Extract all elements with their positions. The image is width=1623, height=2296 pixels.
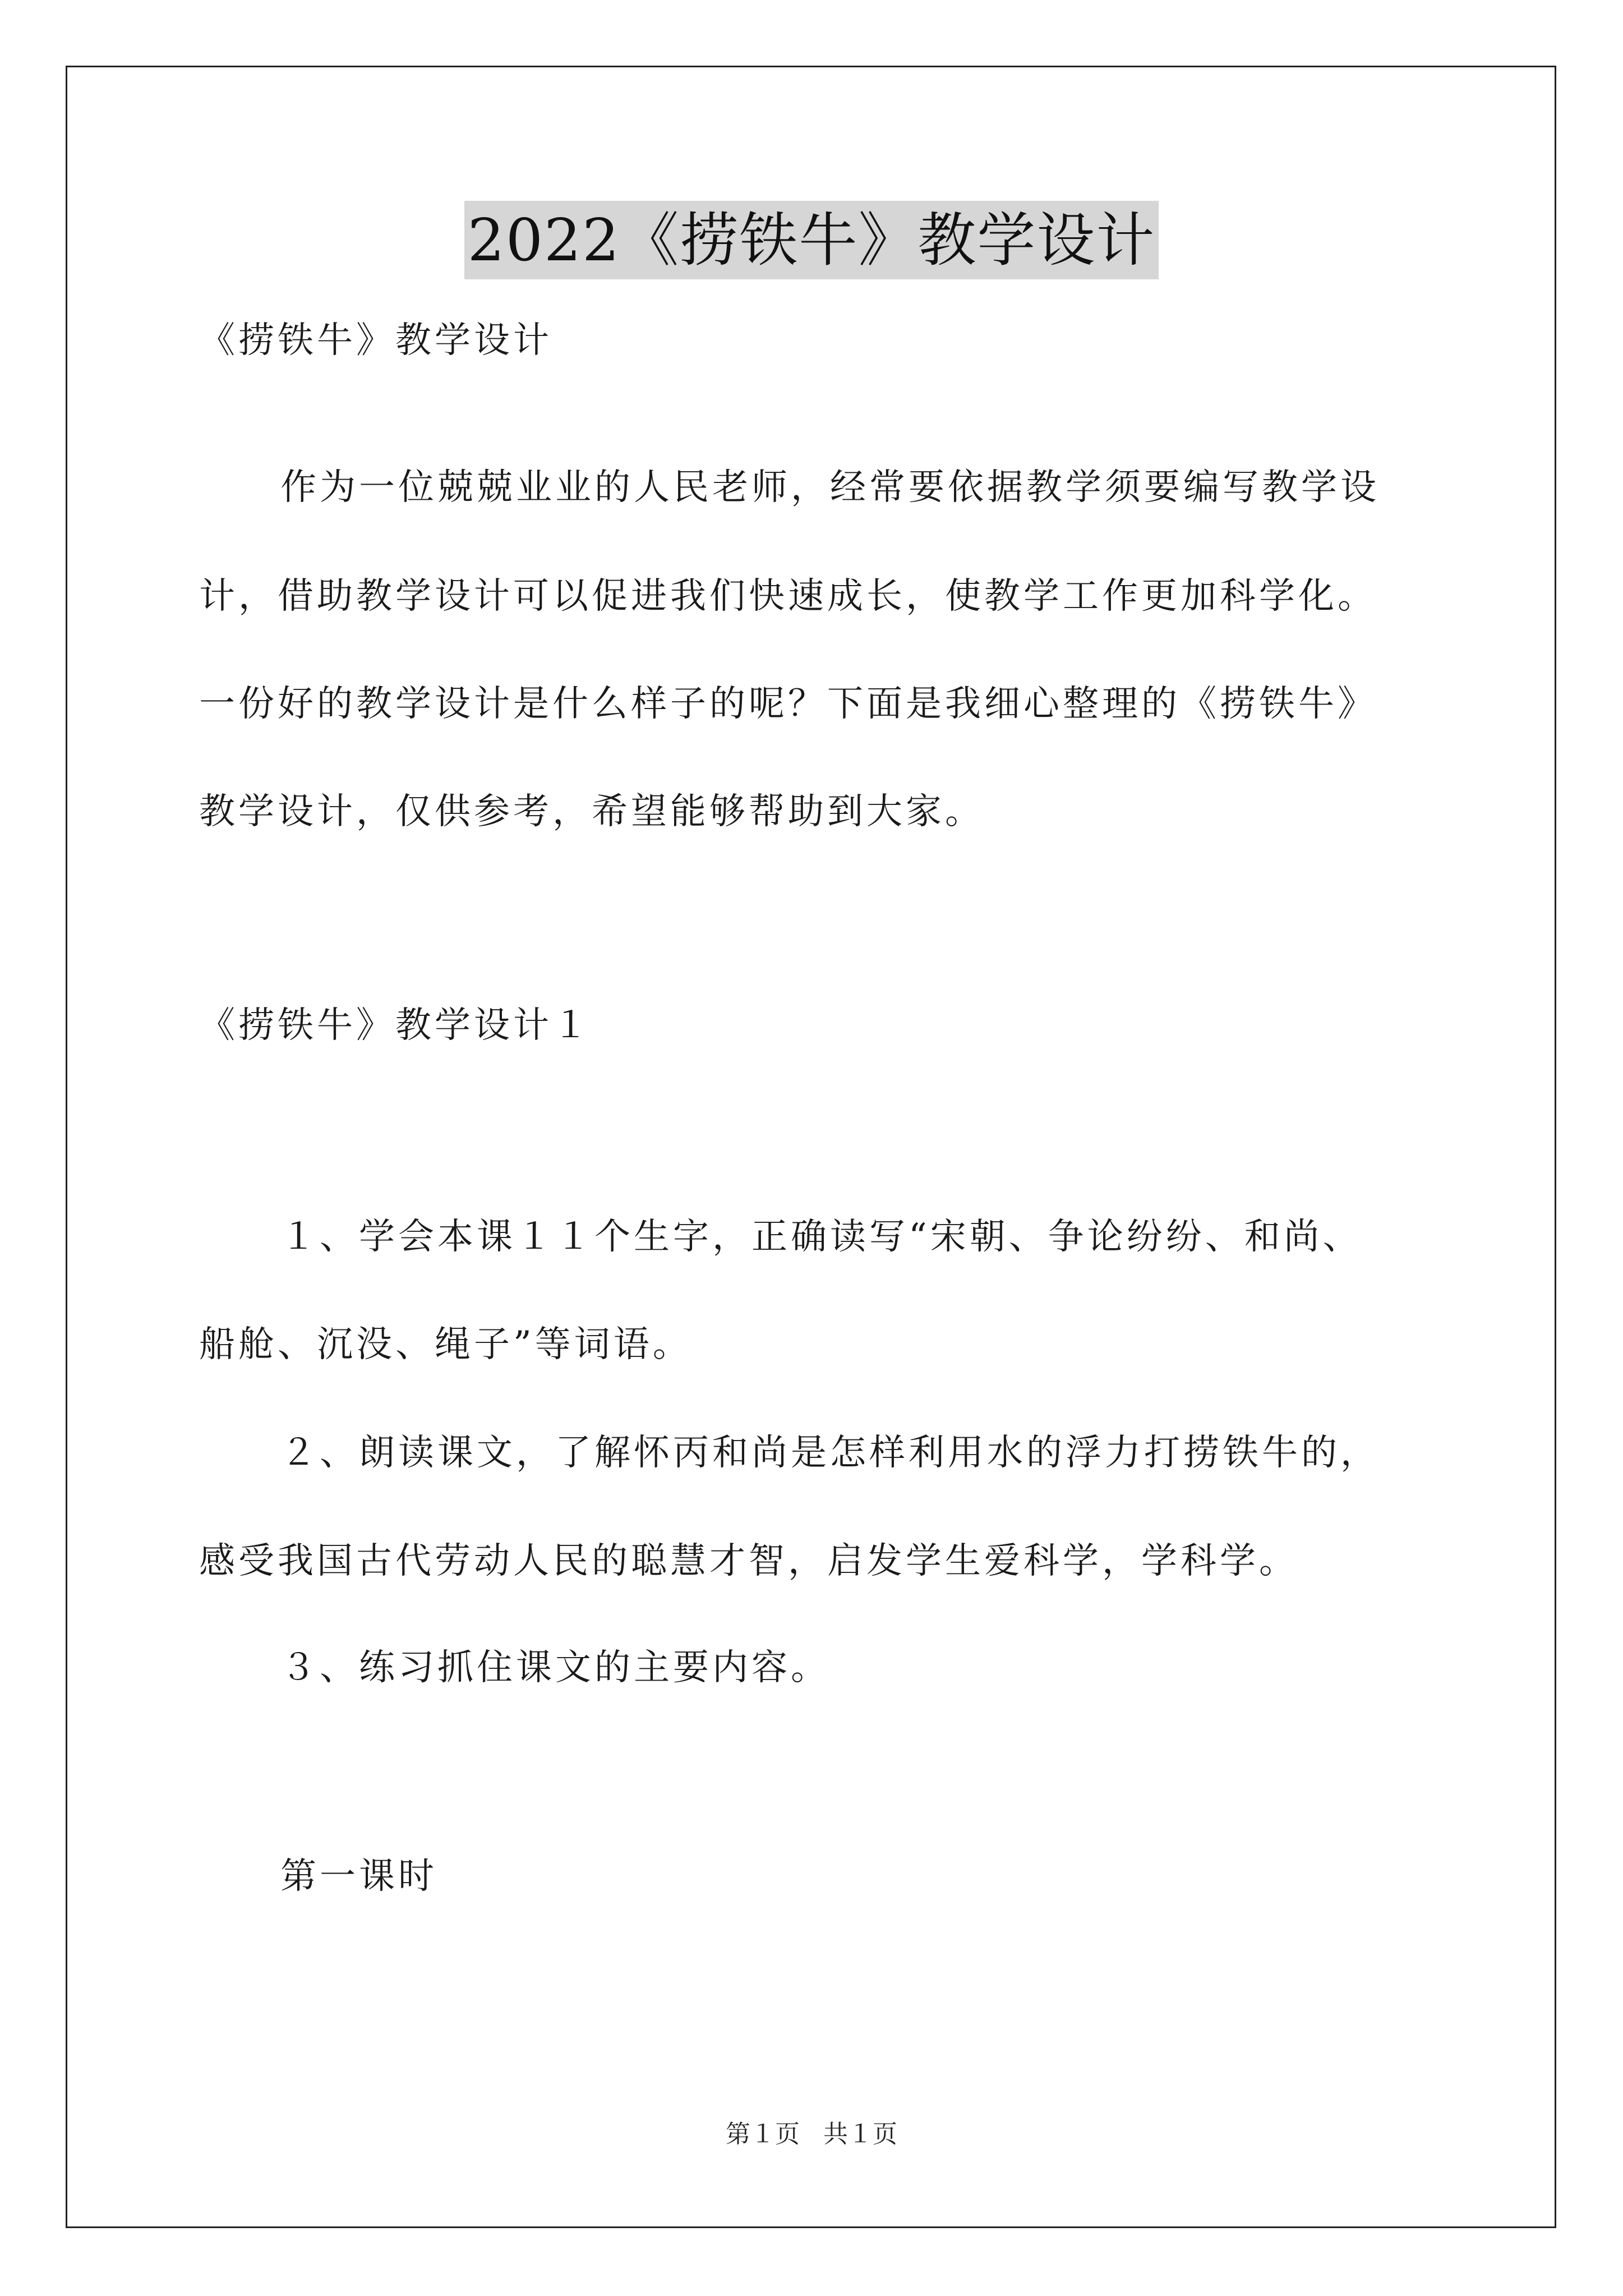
subtitle: 《捞铁牛》教学设计 (199, 320, 552, 361)
page-border (66, 66, 1556, 2228)
intro-line-4: 教学设计，仅供参考，希望能够帮助到大家。 (199, 791, 984, 832)
goal-line-4: 感受我国古代劳动人民的聪慧才智，启发学生爱科学，学科学。 (199, 1540, 1298, 1582)
intro-line-2: 计，借助教学设计可以促进我们快速成长，使教学工作更加科学化。 (199, 576, 1377, 617)
title-container (0, 201, 1623, 279)
lesson-label: 第一课时 (280, 1856, 437, 1897)
intro-line-1: 作为一位兢兢业业的人民老师，经常要依据教学须要编写教学设 (280, 467, 1380, 508)
page-number-current: 第１页 (726, 2120, 800, 2148)
section-heading: 《捞铁牛》教学设计１ (199, 1005, 592, 1046)
goal-line-1: １、学会本课１１个生字，正确读写“宋朝、争论纷纷、和尚、 (280, 1216, 1362, 1258)
goal-line-5: ３、练习抓住课文的主要内容。 (280, 1647, 830, 1688)
page-number-total: 共１页 (823, 2120, 897, 2148)
goal-line-3: ２、朗读课文，了解怀丙和尚是怎样利用水的浮力打捞铁牛的， (280, 1432, 1380, 1474)
document-title: 2022《捞铁牛》教学设计 (464, 201, 1159, 279)
goal-line-2: 船舱、沉没、绳子”等词语。 (199, 1324, 692, 1365)
page-footer (0, 2118, 1623, 2151)
intro-line-3: 一份好的教学设计是什么样子的呢？下面是我细心整理的《捞铁牛》 (199, 683, 1377, 725)
